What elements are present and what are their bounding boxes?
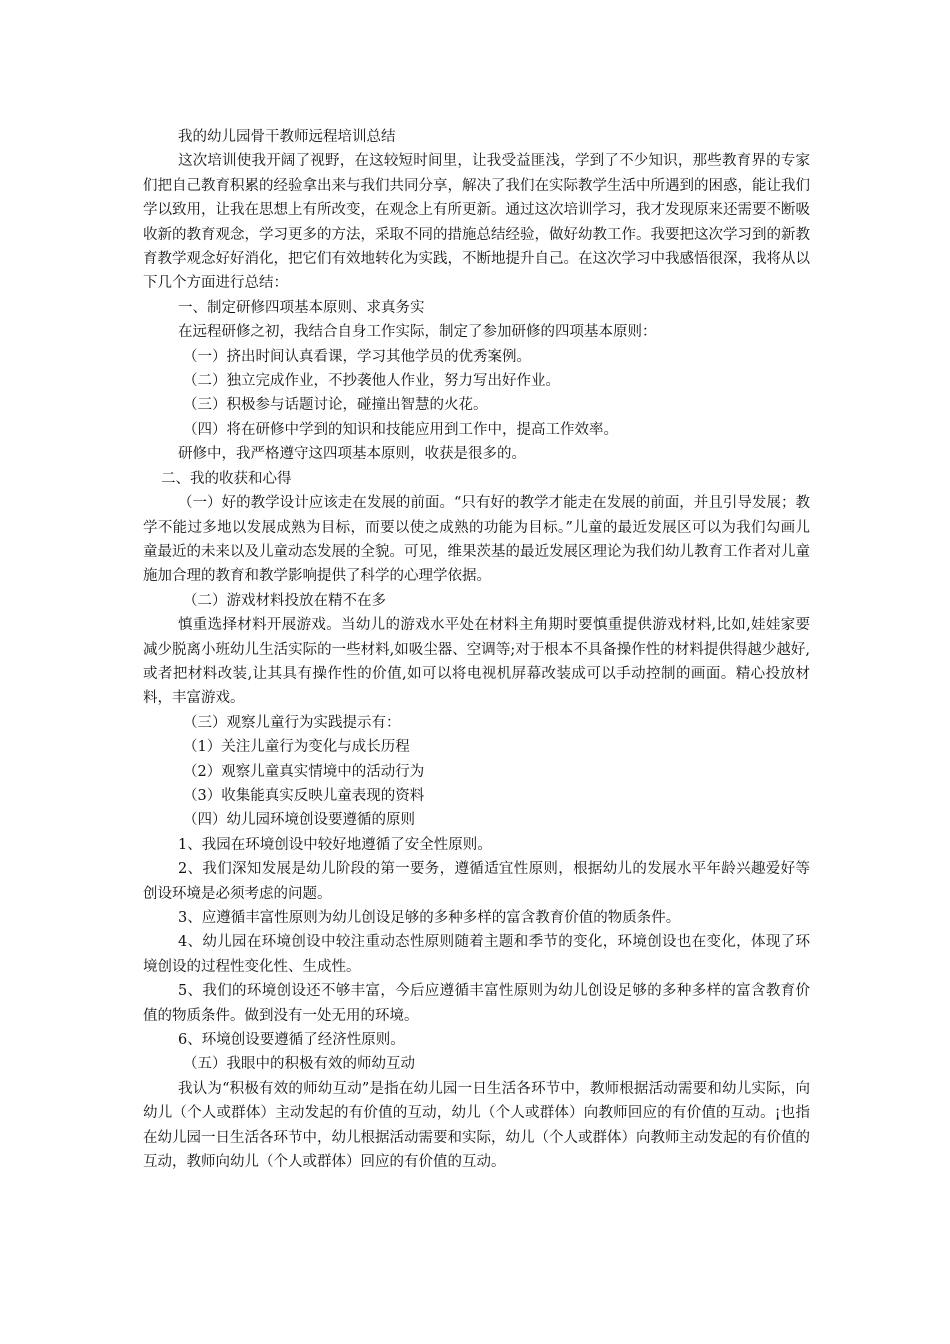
list-item: （二）独立完成作业，不抄袭他人作业，努力写出好作业。 [183,373,560,390]
paragraph: 研修中，我严格遵守这四项基本原则，收获是很多的。 [178,446,526,463]
heading-section-1: 一、制定研修四项基本原则、求真务实 [178,299,425,316]
list-item: 3、应遵循丰富性原则为幼儿创设足够的多种多样的富含教育价值的物质条件。 [178,910,681,926]
list-item: （三）积极参与话题讨论，碰撞出智慧的火花。 [183,397,488,414]
paragraph-intro: 这次培训使我开阔了视野，在这较短时间里，让我受益匪浅，学到了不少知识，那些教育界的专家们把自己教育积累的经验拿出来与我们共同分享，解决了我们在实际教学生活中所遇到的困惑，能让我们学以致用，让我在思想上有所改变，在观念上有所更新。通过这次培训学习，我才发现原来还需要不断吸收新的教育观念，学习更多的方法，采取不同的措施总结经验，做好幼教工作。我要把这次学习到的新教育教学观念好好消化，把它们有效地转化为实践，不断地提升自己。在这次学习中我感悟很深，我将从以下几个方面进行总结： [143,153,810,292]
paragraph: 我认为“积极有效的师幼互动”是指在幼儿园一日生活各环节中，教师根据活动需要和幼儿实际，向幼儿（个人或群体）主动发起的有价值的互动，幼儿（个人或群体）向教师回应的有价值的互动。¡也指在幼儿园一日生活各环节中，幼儿根据活动需要和实际，幼儿（个人或群体）向教师主动发起的有价值的互动，教师向幼儿（个人或群体）回应的有价值的互动。 [143,1080,810,1171]
list-item: （2）观察儿童真实情境中的活动行为 [183,763,425,780]
list-item: （3）收集能真实反映儿童表现的资料 [183,787,425,804]
list-item: 6、环境创设要遵循了经济性原则。 [178,1032,405,1049]
list-item: 2、我们深知发展是幼儿阶段的第一要务，遵循适宜性原则，根据幼儿的发展水平年龄兴趣爱好等创设环境是必须考虑的问题。 [143,861,810,902]
paragraph: （一）好的教学设计应该走在发展的前面。“只有好的教学才能走在发展的前面，并且引导发展；教学不能过多地以发展成熟为目标，而要以使之成熟的功能为目标。”儿童的最近发展区可以为我们勾画儿童最近的未来以及儿童动态发展的全貌。可见，维果茨基的最近发展区理论为我们幼儿教育工作者对儿童施加合理的教育和教学影响提供了科学的心理学依据。 [143,495,810,585]
paragraph: 在远程研修之初，我结合自身工作实际，制定了参加研修的四项基本原则： [178,324,657,341]
subheading: （五）我眼中的积极有效的师幼互动 [183,1056,415,1073]
list-item: 1、我园在环境创设中较好地遵循了安全性原则。 [178,836,492,853]
list-item: 5、我们的环境创设还不够丰富，今后应遵循丰富性原则为幼儿创设足够的多种多样的富含教育价值的物质条件。做到没有一处无用的环境。 [143,983,810,1024]
subheading: （四）幼儿园环境创设要遵循的原则 [183,812,415,829]
subheading: （二）游戏材料投放在精不在多 [183,592,386,609]
heading-section-2: 二、我的收获和心得 [161,470,292,487]
list-item: （四）将在研修中学到的知识和技能应用到工作中，提高工作效率。 [183,421,618,438]
paragraph: 慎重选择材料开展游戏。当幼儿的游戏水平处在材料主角期时要慎重提供游戏材料,比如,娃娃家要减少脱离小班幼儿生活实际的一些材料,如吸尘器、空调等;对于根本不具备操作性的材料提供得越少越好,或者把材料改装,让其具有操作性的价值,如可以将电视机屏幕改装成可以手动控制的画面。精心投放材料，丰富游戏。 [143,617,810,707]
document-title: 我的幼儿园骨干教师远程培训总结 [178,129,396,145]
list-item: （一）挤出时间认真看课，学习其他学员的优秀案例。 [183,348,531,365]
document-page [143,125,810,1174]
subheading: （三）观察儿童行为实践提示有： [183,714,401,731]
list-item: 4、幼儿园在环境创设中较注重动态性原则随着主题和季节的变化，环境创设也在变化，体现了环境创设的过程性变化性、生成性。 [143,934,810,975]
list-item: （1）关注儿童行为变化与成长历程 [183,739,410,756]
